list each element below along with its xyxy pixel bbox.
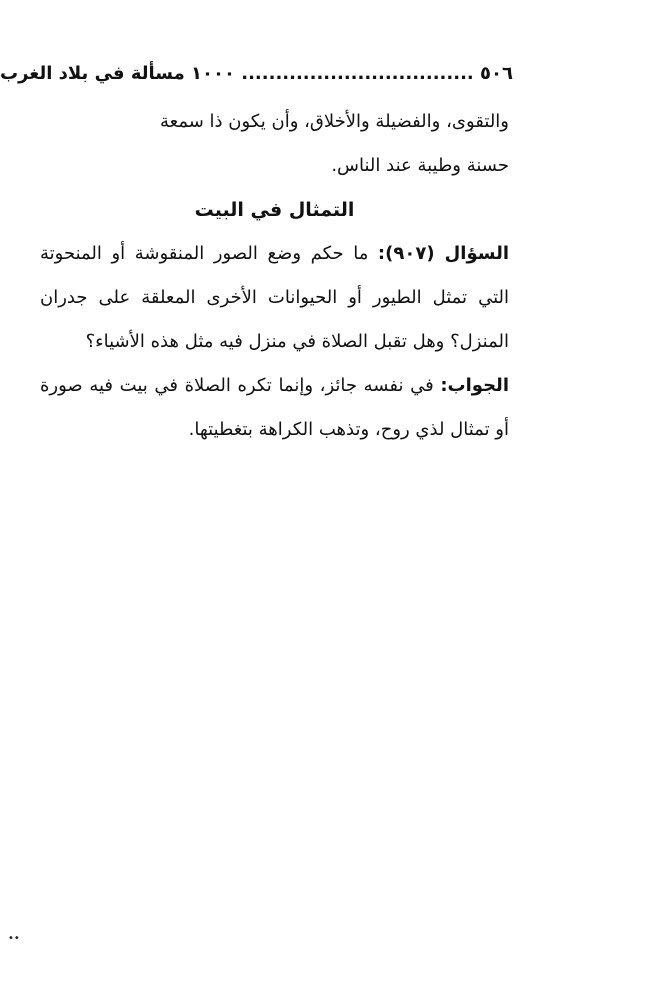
book-title: ١٠٠٠ مسألة في بلاد الغرب	[0, 63, 235, 84]
question-paragraph	[40, 232, 509, 364]
question-text: ما حكم وضع الصور المنقوشة أو المنحوتة التي تمثل الطيور أو الحيوانات الأخرى المعلقة على جدران المنزل؟ وهل تقبل الصلاة في منزل فيه مثل هذه الأشياء؟	[40, 243, 509, 352]
footer-mark: ••	[8, 933, 20, 944]
answer-paragraph	[40, 364, 509, 452]
page-number: ٥٠٦	[480, 63, 513, 84]
answer-text: في نفسه جائز، وإنما تكره الصلاة في بيت فيه صورة أو تمثال لذي روح، وتذهب الكراهة بتغطيتها.	[40, 375, 509, 440]
running-header	[0, 58, 513, 90]
continuation-line-2: حسنة وطيبة عند الناس.	[331, 155, 509, 176]
header-leader-dots: ..................................	[241, 63, 474, 84]
answer-label: الجواب:	[440, 375, 509, 396]
section-heading: التمثال في البيت	[194, 199, 355, 221]
page-content	[40, 100, 509, 452]
question-label: السؤال (٩٠٧):	[377, 243, 509, 264]
continuation-line-1: والتقوى، والفضيلة والأخلاق، وأن يكون ذا سمعة	[160, 111, 509, 132]
